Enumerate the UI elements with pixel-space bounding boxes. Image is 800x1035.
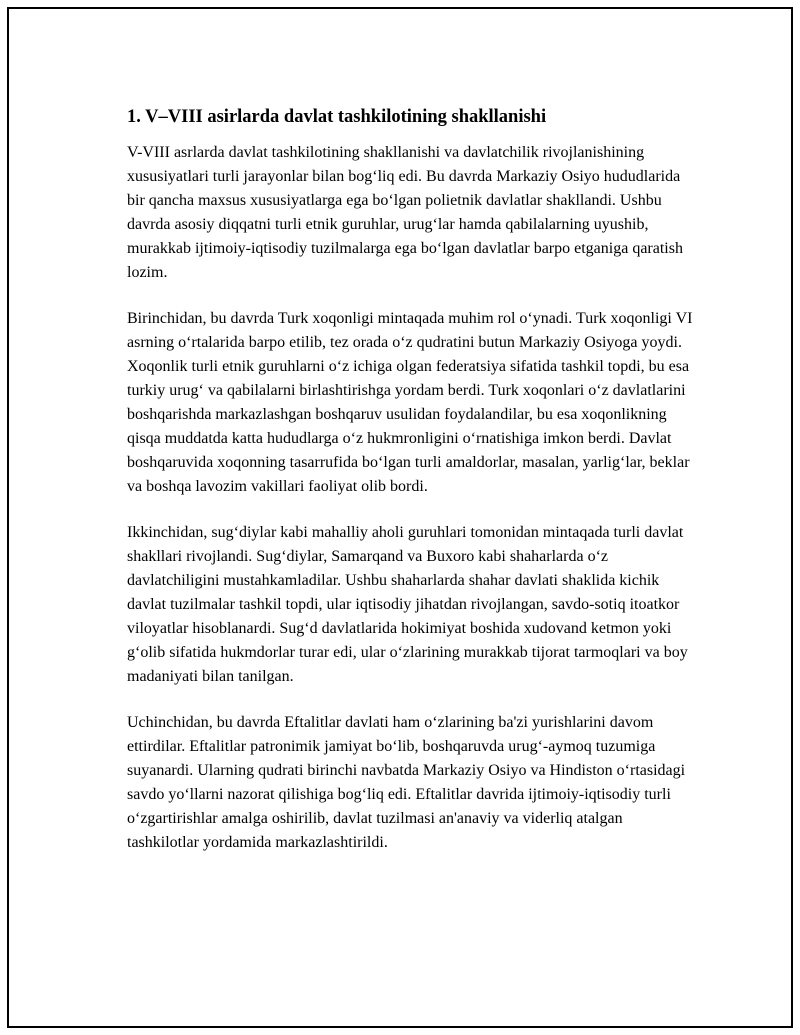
paragraph-turk-khaganate: Birinchidan, bu davrda Turk xoqonligi mintaqada muhim rol o‘ynadi. Turk xoqonligi VI asrning o‘rtalarida barpo etilib, tez orada o‘z qudratini butun Markaziy Osiyoga yoydi. Xoqonlik turli etnik guruhlarni o‘z ichiga olgan federatsiya sifatida tashkil topdi, bu esa turkiy urug‘ va qabilalarni birlashtirishga yordam berdi. Turk xoqonlari o‘z davlatlarini boshqarishda markazlashgan boshqaruv usulidan foydalandilar, bu esa xoqonlikning qisqa muddatda katta hududlarga o‘z hukmronligini o‘rnatishiga imkon berdi. Davlat boshqaruvida xoqonning tasarrufida bo‘lgan turli amaldorlar, masalan, yarlig‘lar, beklar va boshqa lavozim vakillari faoliyat olib bordi. (127, 310, 693, 495)
section-heading: 1. V–VIII asirlarda davlat tashkilotining shakllanishi (127, 107, 547, 127)
page-border (7, 7, 793, 1028)
paragraph-sogdians: Ikkinchidan, sug‘diylar kabi mahalliy aholi guruhlari tomonidan mintaqada turli davlat shakllari rivojlandi. Sug‘diylar, Samarqand va Buxoro kabi shaharlarda o‘z davlatchiligini mustahkamladilar. Ushbu shaharlarda shahar davlati shaklida kichik davlat tuzilmalar tashkil topdi, ular iqtisodiy jihatdan rivojlangan, savdo-sotiq itoatkor viloyatlar hisoblanardi. Sug‘d davlatlarida hokimiyat boshida xudovand ketmon yoki g‘olib sifatida hukmdorlar turar edi, ular o‘zlarining murakkab tijorat tarmoqlari va boy madaniyati bilan tanilgan. (127, 524, 688, 685)
document-body (127, 105, 693, 877)
paragraph-intro: V-VIII asrlarda davlat tashkilotining shakllanishi va davlatchilik rivojlanishining xususiyatlari turli jarayonlar bilan bog‘liq edi. Bu davrda Markaziy Osiyo hududlarida bir qancha maxsus xususiyatlarga ega bo‘lgan polietnik davlatlar shakllandi. Ushbu davrda asosiy diqqatni turli etnik guruhlar, urug‘lar hamda qabilalarning uyushib, murakkab ijtimoiy-iqtisodiy tuzilmalarga ega bo‘lgan davlatlar barpo etganiga qaratish lozim. (127, 144, 683, 281)
paragraph-hephthalites: Uchinchidan, bu davrda Eftalitlar davlati ham o‘zlarining ba'zi yurishlarini davom ettirdilar. Eftalitlar patronimik jamiyat bo‘lib, boshqaruvda urug‘-aymoq tuzumiga suyanardi. Ularning qudrati birinchi navbatda Markaziy Osiyo va Hindiston o‘rtasidagi savdo yo‘llarni nazorat qilishiga bog‘liq edi. Eftalitlar davrida ijtimoiy-iqtisodiy turli o‘zgartirishlar amalga oshirilib, davlat tuzilmasi an'anaviy va viderliq atalgan tashkilotlar yordamida markazlashtirildi. (127, 714, 686, 851)
